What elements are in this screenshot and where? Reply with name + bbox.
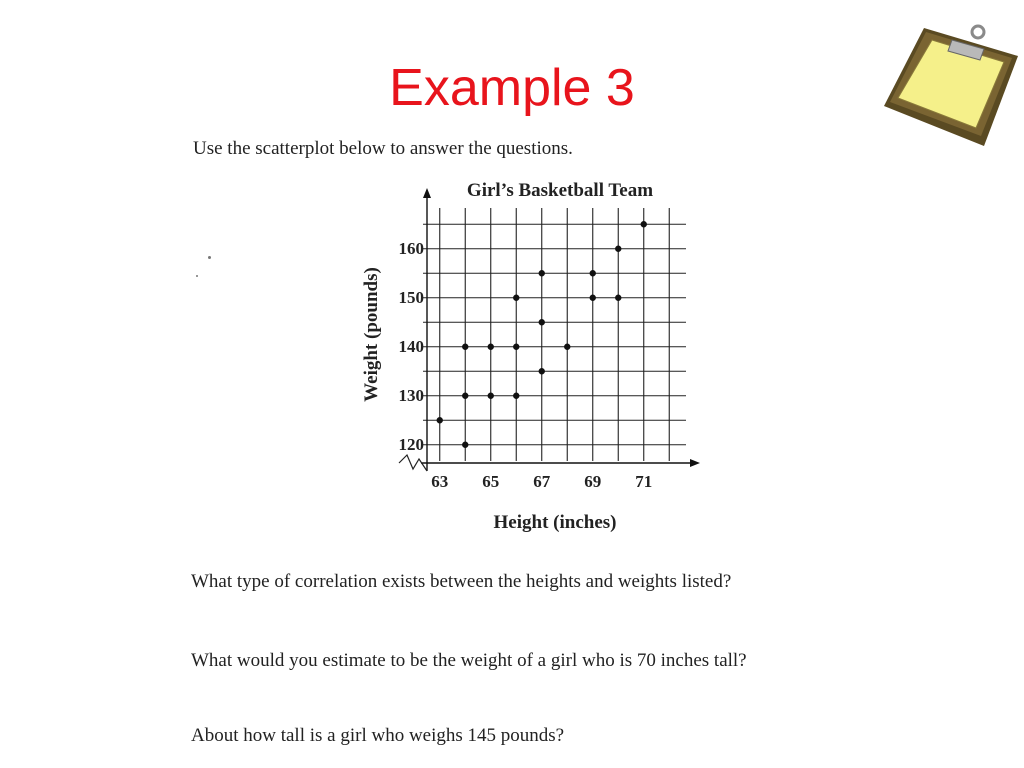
x-tick-label: 69: [584, 472, 602, 491]
data-point: [513, 295, 519, 301]
data-point: [462, 442, 468, 448]
slide-title: Example 3: [389, 59, 635, 117]
x-axis-label: Height (inches): [493, 512, 617, 533]
data-point: [539, 270, 545, 276]
smudge-mark: [208, 256, 211, 259]
y-tick-label: 130: [398, 385, 424, 405]
data-point: [462, 344, 468, 350]
clipboard-icon: [880, 18, 1020, 148]
x-tick-label: 71: [635, 472, 653, 491]
intro-text: Use the scatterplot below to answer the questions.: [193, 138, 573, 159]
scatterplot: [355, 170, 705, 540]
data-point: [488, 393, 494, 399]
y-tick-label: 150: [398, 287, 424, 307]
x-tick-label: 63: [431, 472, 449, 491]
y-tick-label: 160: [398, 238, 424, 258]
data-point: [615, 295, 621, 301]
y-axis-label: Weight (pounds): [361, 267, 382, 402]
data-point: [641, 221, 647, 227]
data-point: [513, 344, 519, 350]
scatterplot-svg: [355, 170, 705, 540]
data-point: [539, 319, 545, 325]
data-point: [590, 295, 596, 301]
x-tick-label: 67: [533, 472, 551, 491]
question-2: What would you estimate to be the weight of a girl who is 70 inches tall?: [191, 650, 747, 671]
data-point: [513, 393, 519, 399]
question-1: What type of correlation exists between the heights and weights listed?: [191, 571, 732, 592]
data-point: [437, 417, 443, 423]
y-tick-label: 120: [398, 434, 424, 454]
x-tick-label: 65: [482, 472, 500, 491]
x-axis-arrow: [690, 459, 700, 467]
data-point: [564, 344, 570, 350]
data-point: [615, 246, 621, 252]
y-tick-label: 140: [398, 336, 424, 356]
data-point: [539, 368, 545, 374]
y-axis-arrow: [423, 188, 431, 198]
smudge-mark: [196, 275, 198, 277]
data-point: [462, 393, 468, 399]
chart-title: Girl’s Basketball Team: [466, 180, 654, 201]
data-point: [590, 270, 596, 276]
question-3: About how tall is a girl who weighs 145 pounds?: [191, 725, 565, 746]
data-point: [488, 344, 494, 350]
